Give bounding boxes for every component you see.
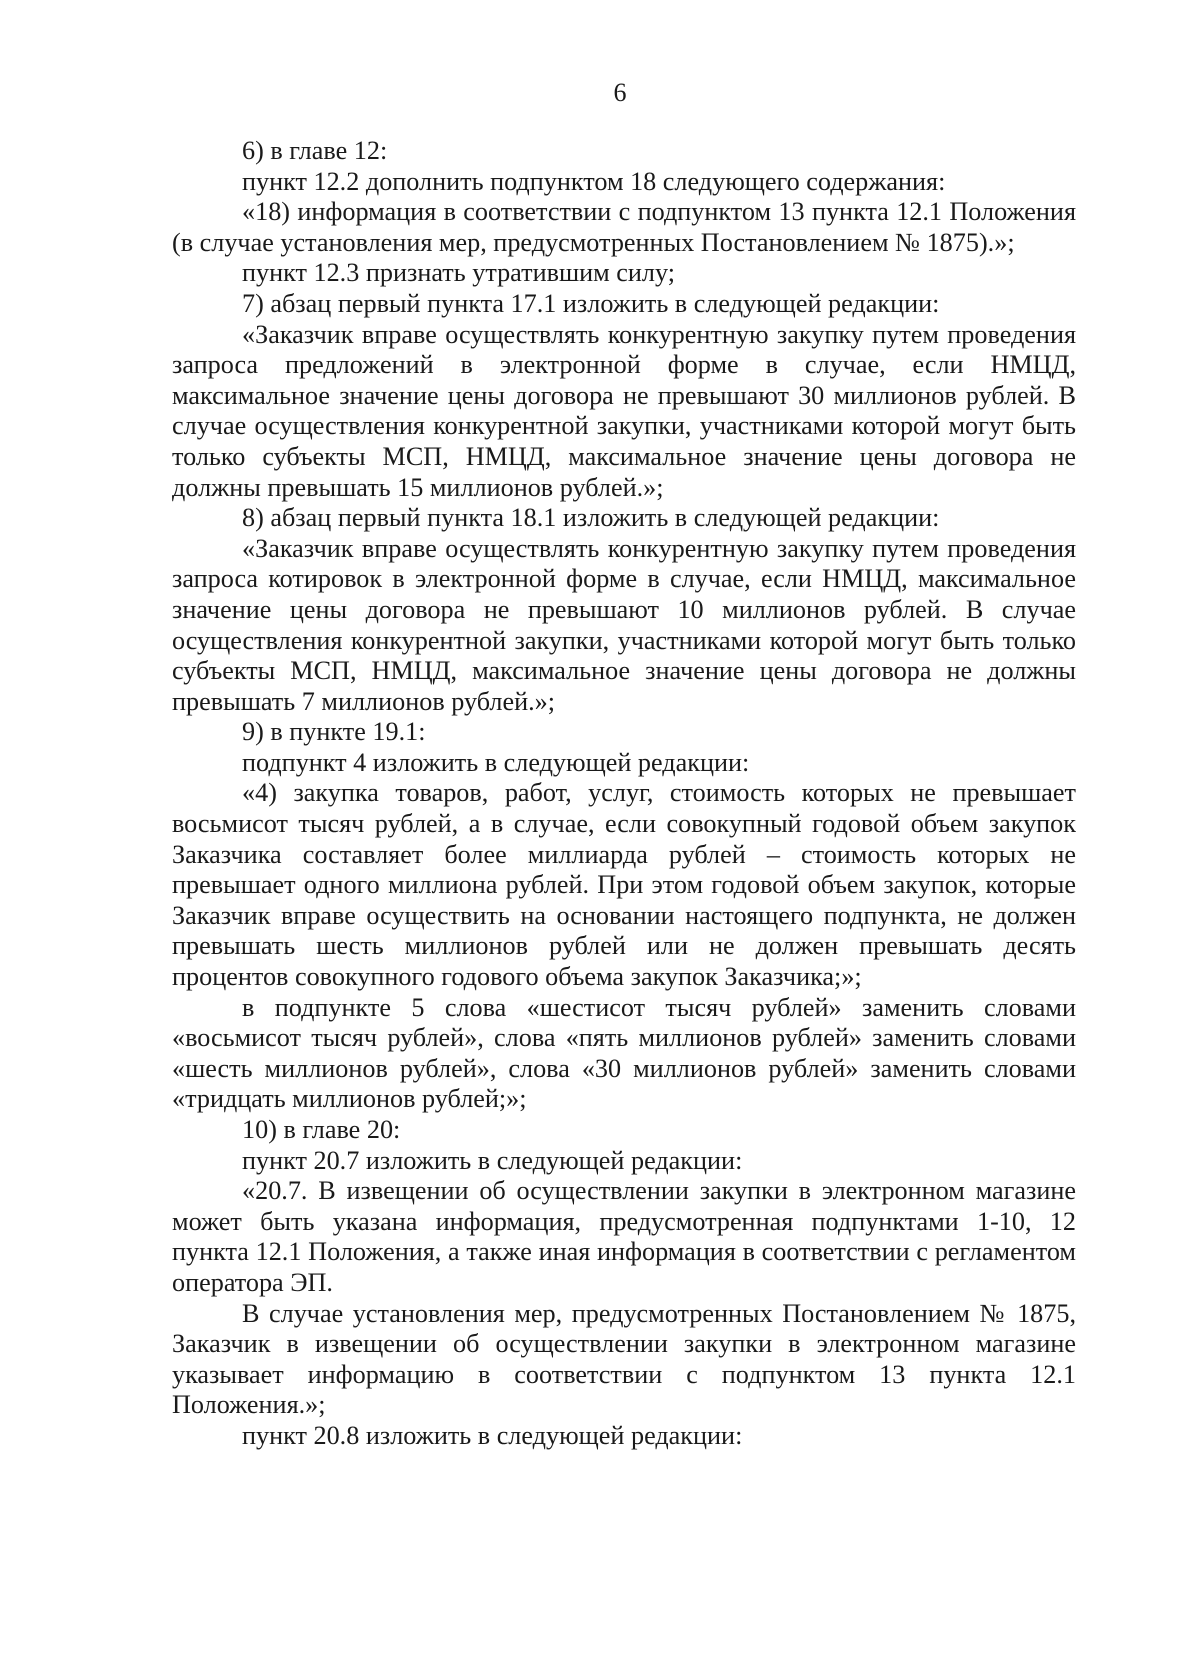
paragraph: «20.7. В извещении об осуществлении закупки в электронном магазине может быть указана информация, предусмотренная подпунктами 1-10, 12 пункта 12.1 Положения, а также иная информация в соответствии с регламентом оператора ЭП. [172, 1176, 1076, 1297]
page-number: 6 [613, 78, 627, 107]
paragraph: пункт 20.8 изложить в следующей редакции: [242, 1420, 743, 1450]
paragraph: «4) закупка товаров, работ, услуг, стоимость которых не превышает восьмисот тысяч рублей, а в случае, если совокупный годовой объем закупок Заказчика составляет более миллиарда рублей – стоимость которых не превышает одного миллиона рублей. При этом годовой объем закупок, которые Заказчик вправе осуществить на основании настоящего подпункта, не должен превышать шесть миллионов рублей или не должен превышать десять процентов совокупного годового объема закупок Заказчика;»; [172, 778, 1076, 992]
paragraph: «Заказчик вправе осуществлять конкурентную закупку путем проведения запроса предложений в электронной форме в случае, если НМЦД, максимальное значение цены договора не превышают 30 миллионов рублей. В случае осуществления конкурентной закупки, участниками которой могут быть только субъекты МСП, НМЦД, максимальное значение цены договора не должны превышать 15 миллионов рублей.»; [172, 319, 1076, 502]
paragraph: В случае установления мер, предусмотренных Постановлением № 1875, Заказчик в извещении об осуществлении закупки в электронном магазине указывает информацию в соответствии с подпунктом 13 пункта 12.1 Положения.»; [172, 1298, 1076, 1420]
paragraph: пункт 20.7 изложить в следующей редакции: [242, 1145, 743, 1175]
paragraph: 6) в главе 12: [242, 136, 388, 165]
paragraph: «Заказчик вправе осуществлять конкурентную закупку путем проведения запроса котировок в электронной форме в случае, если НМЦД, максимальное значение цены договора не превышают 10 миллионов рублей. В случае осуществления конкурентной закупки, участниками которой могут быть только субъекты МСП, НМЦД, максимальное значение цены договора не должны превышать 7 миллионов рублей.»; [172, 533, 1076, 716]
paragraph: 7) абзац первый пункта 17.1 изложить в следующей редакции: [242, 288, 940, 318]
paragraph: пункт 12.3 признать утратившим силу; [242, 258, 675, 288]
paragraph: «18) информация в соответствии с подпунктом 13 пункта 12.1 Положения (в случае установления мер, предусмотренных Постановлением № 1875).»; [172, 197, 1076, 257]
document-body [172, 136, 1076, 1452]
paragraph: в подпункте 5 слова «шестисот тысяч рублей» заменить словами «восьмисот тысяч рублей», слова «пять миллионов рублей» заменить словами «шесть миллионов рублей», слова «30 миллионов рублей» заменить словами «тридцать миллионов рублей;»; [172, 992, 1076, 1114]
paragraph: 9) в пункте 19.1: [242, 717, 426, 747]
paragraph: подпункт 4 изложить в следующей редакции: [242, 747, 750, 777]
paragraph: 10) в главе 20: [242, 1115, 401, 1144]
paragraph: пункт 12.2 дополнить подпунктом 18 следующего содержания: [242, 166, 946, 196]
paragraph: 8) абзац первый пункта 18.1 изложить в следующей редакции: [242, 503, 940, 533]
